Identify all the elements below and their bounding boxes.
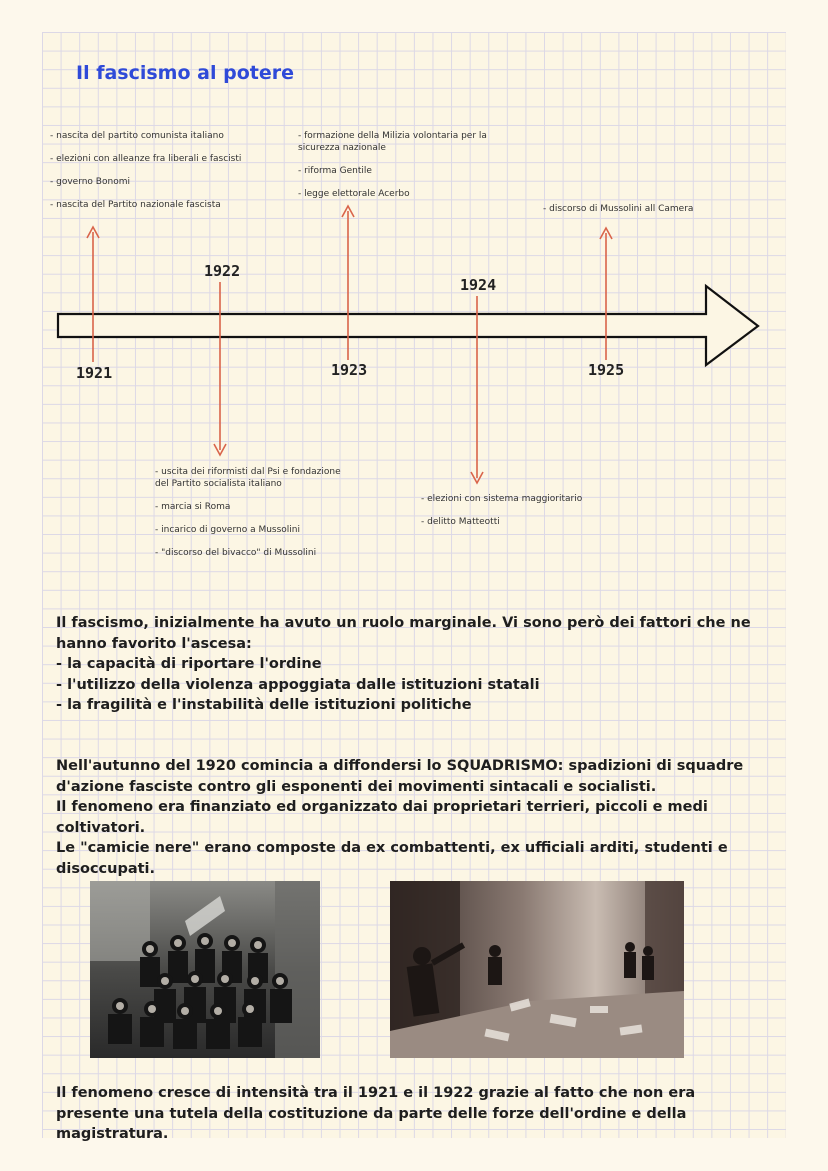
paragraph-line: Le "camicie nere" erano composte da ex combattenti, ex ufficiali arditi, studenti e disoccupati.: [56, 840, 728, 877]
paragraph-line: - la fragilità e l'instabilità delle istituzioni politiche: [56, 697, 472, 713]
paragraph-line: - l'utilizzo della violenza appoggiata dalle istituzioni statali: [56, 676, 540, 693]
year-1923: 1923: [331, 361, 368, 379]
year-1921: 1921: [76, 364, 113, 382]
events-1922: [155, 466, 350, 570]
event-item: - elezioni con sistema maggioritario: [421, 494, 583, 504]
event-item: - marcia si Roma: [155, 502, 231, 512]
year-1924: 1924: [460, 276, 497, 294]
event-item: - riforma Gentile: [298, 166, 372, 176]
paragraph-squadrismo: [56, 756, 756, 879]
event-item: - uscita dei riformisti dal Psi e fondazione del Partito socialista italiano: [155, 467, 341, 489]
timeline-arrow: [58, 286, 758, 365]
event-item: - nascita del Partito nazionale fascista: [50, 200, 221, 210]
event-item: - elezioni con alleanze fra liberali e fascisti: [50, 154, 242, 164]
event-item: - "discorso del bivacco" di Mussolini: [155, 548, 317, 558]
event-item: - legge elettorale Acerbo: [298, 189, 410, 199]
paragraph-line: Il fenomeno era finanziato ed organizzato dai proprietari terrieri, piccoli e medi coltivatori.: [56, 799, 708, 836]
photo-squadristi-street: [390, 881, 684, 1058]
paragraph-ascesa: [56, 613, 756, 716]
arrow-1921: [87, 227, 99, 362]
event-item: - formazione della Milizia volontaria per la sicurezza nazionale: [298, 131, 487, 153]
arrow-1925: [600, 228, 612, 360]
year-1925: 1925: [588, 361, 625, 379]
paragraph-conclusione: Il fenomeno cresce di intensità tra il 1921 e il 1922 grazie al fatto che non era presente una tutela della costituzione da parte delle forze dell'ordine e della magistratura.: [56, 1085, 696, 1142]
paragraph-line: Nell'autunno del 1920 comincia a diffondersi lo SQUADRISMO: spadizioni di squadre d'azione fasciste contro gli esponenti dei movimenti sintacali e socialisti.: [56, 758, 744, 795]
paragraph-line: Il fascismo, inizialmente ha avuto un ruolo marginale. Vi sono però dei fattori che ne hanno favorito l'ascesa:: [56, 615, 751, 652]
events-1925: [543, 203, 743, 226]
paragraph-line: - la capacità di riportare l'ordine: [56, 656, 322, 672]
events-1923: [298, 130, 503, 211]
arrow-1922: [214, 282, 226, 455]
events-1921: [50, 130, 280, 222]
event-item: - incarico di governo a Mussolini: [155, 525, 300, 535]
event-item: - nascita del partito comunista italiano: [50, 131, 224, 141]
events-1924: [421, 493, 621, 539]
event-item: - discorso di Mussolini all Camera: [543, 204, 694, 214]
page-title: Il fascismo al potere: [76, 62, 294, 84]
photo-squadristi-group: [90, 881, 320, 1058]
event-item: - governo Bonomi: [50, 177, 130, 187]
year-1922: 1922: [204, 262, 241, 280]
event-item: - delitto Matteotti: [421, 517, 500, 527]
